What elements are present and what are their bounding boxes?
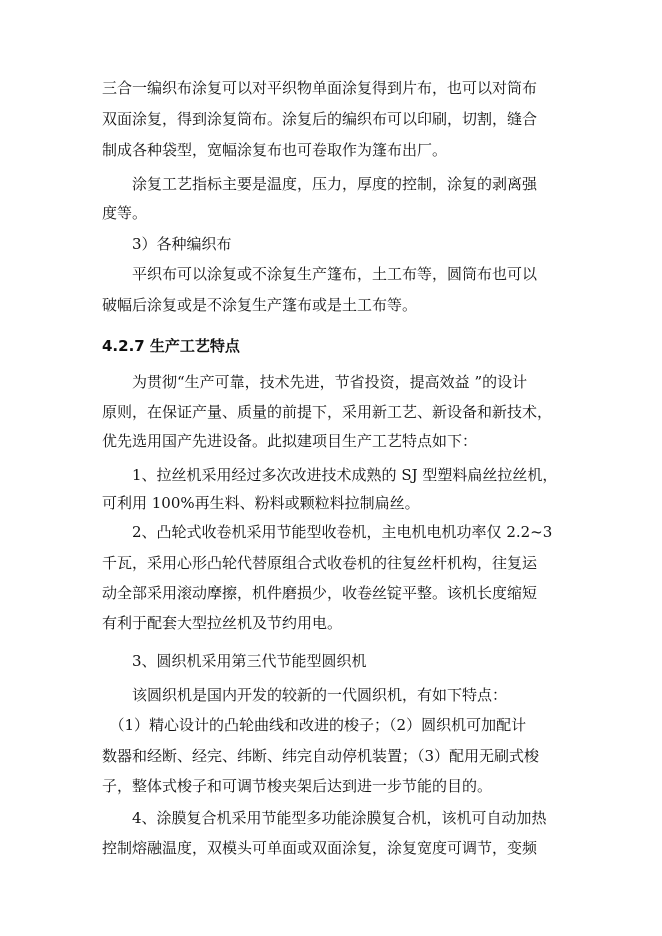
text-line: 度等。	[102, 204, 148, 222]
text-line: 2、凸轮式收卷机采用节能型收卷机，主电机电机功率仅 2.2~3	[102, 523, 553, 541]
text-line: 有利于配套大型拉丝机及节约用电。	[102, 614, 343, 632]
text-line: 原则，在保证产量、质量的前提下，采用新工艺、新设备和新技术，	[102, 403, 553, 421]
text-line: 双面涂复，得到涂复筒布。涂复后的编织布可以印刷，切割，缝合	[102, 110, 538, 128]
text-line: 1、拉丝机采用经过多次改进技术成熟的 SJ 型塑料扁丝拉丝机，	[102, 466, 558, 484]
text-line: 平织布可以涂复或不涂复生产篷布，土工布等，圆筒布也可以	[102, 265, 538, 283]
text-line: 动全部采用滚动摩擦，机件磨损少，收卷丝锭平整。该机长度缩短	[102, 584, 538, 602]
text-line: 该圆织机是国内开发的较新的一代圆织机，有如下特点：	[102, 686, 508, 704]
text-line: 3）各种编织布	[102, 235, 232, 253]
text-line: 可利用 100%再生料、粉料或颗粒料拉制扁丝。	[102, 494, 420, 512]
text-line: 子，整体式梭子和可调节梭夹架后达到进一步节能的目的。	[102, 777, 493, 795]
text-line: 优先选用国产先进设备。此拟建项目生产工艺特点如下：	[102, 432, 478, 450]
text-line: 三合一编织布涂复可以对平织物单面涂复得到片布，也可以对筒布	[102, 79, 538, 97]
text-line: 3、圆织机采用第三代节能型圆织机	[102, 652, 367, 670]
text-line: 千瓦，采用心形凸轮代替原组合式收卷机的往复丝杆机构，往复运	[102, 554, 538, 572]
text-line: 涂复工艺指标主要是温度，压力，厚度的控制，涂复的剥离强	[102, 175, 538, 193]
text-line: 制成各种袋型，宽幅涂复布也可卷取作为篷布出厂。	[102, 141, 448, 159]
text-line: 4、涂膜复合机采用节能型多功能涂膜复合机，该机可自动加热	[102, 809, 547, 827]
text-line: 控制熔融温度，双模头可单面或双面涂复，涂复宽度可调节，变频	[102, 839, 538, 857]
text-line: 破幅后涂复或是不涂复生产篷布或是土工布等。	[102, 296, 418, 314]
text-line: （1）精心设计的凸轮曲线和改进的梭子；（2）圆织机可加配计	[102, 716, 527, 734]
section-heading: 4.2.7 生产工艺特点	[102, 337, 240, 355]
text-line: 为贯彻“生产可靠，技术先进，节省投资，提高效益 ”的设计	[102, 373, 528, 391]
text-line: 数器和经断、经完、纬断、纬完自动停机装置；（3）配用无刷式梭	[102, 747, 540, 765]
